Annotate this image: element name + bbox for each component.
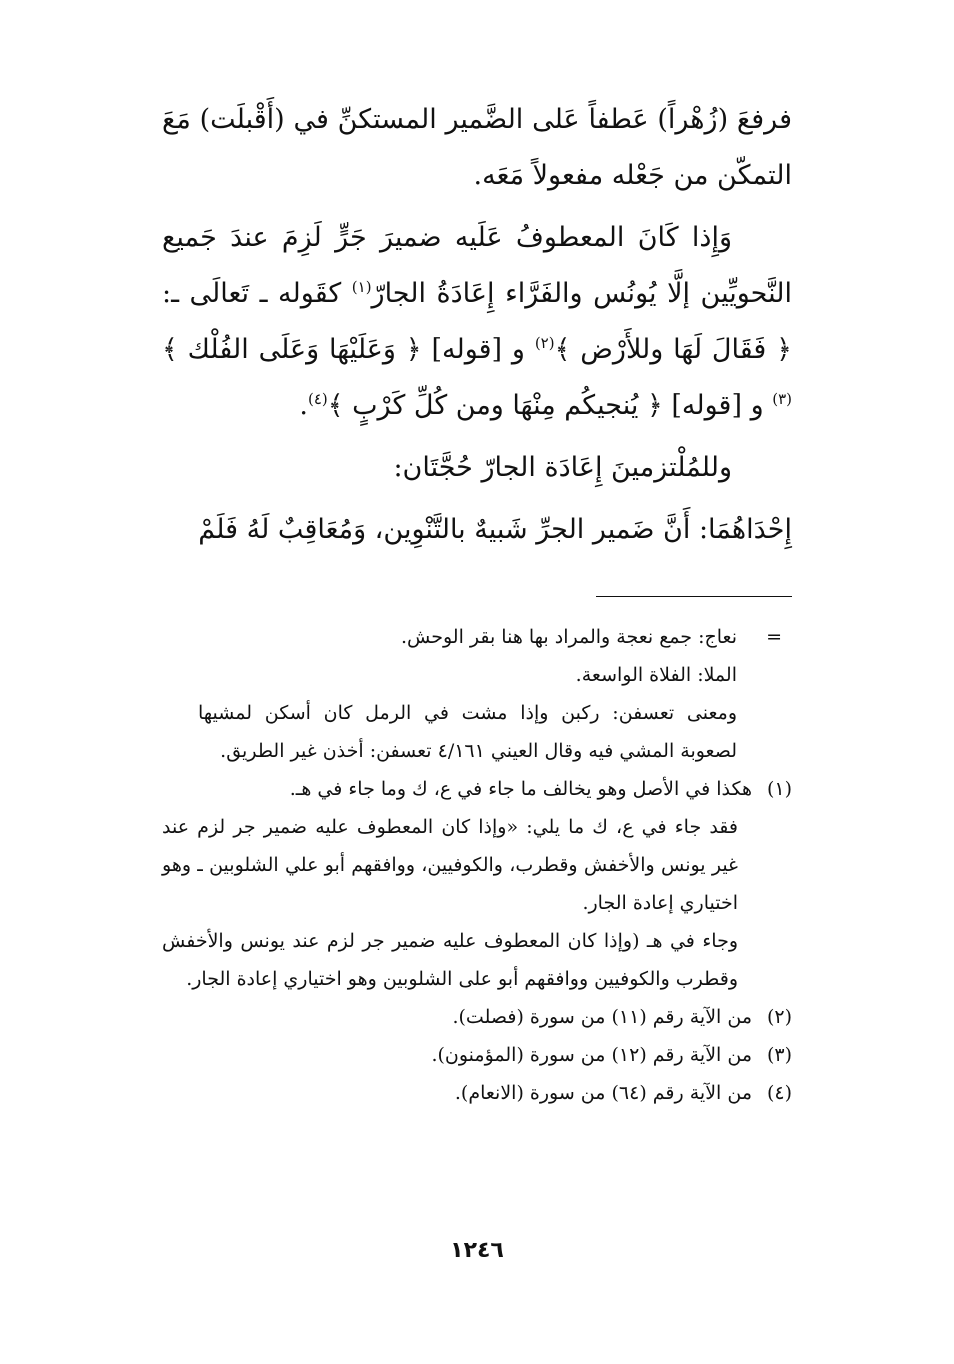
footnote-1-sub-2: وجاء في هـ (وإذا كان المعطوف عليه ضمير جر لزم عند يونس والأخفش وقطرب والكوفيين ووافقهم أبو على الشلوبين وهو اختياري إعادة الجار. — [162, 930, 738, 990]
paragraph-2-part-a: وَإِذا كَانَ المعطوفُ عَلَيه ضميرَ جَرٍّ لَزِمَ عندَ جَميع النَّحويِّين إلَّا يُونُس والفَرَّاء إِعَادَةُ الجارّ — [162, 222, 792, 309]
footnote-2 — [162, 998, 792, 1036]
continuation-line-1: نعاج: جمع نعجة والمراد بها هنا بقر الوحش. — [400, 626, 737, 648]
footnote-3-number: (٣) — [766, 1044, 792, 1066]
footnote-2-text: من الآية رقم (١١) من سورة (فصلت). — [452, 1006, 752, 1028]
footnote-ref-4[interactable]: (٤) — [307, 390, 328, 408]
footnote-1-number: (١) — [766, 778, 792, 800]
footnote-1-sub-1: فقد جاء في ع، ك ما يلي: «وإذا كان المعطوف عليه ضمير جر لزم عند غير يونس والأخفش وقطرب، والكوفيين، ووافقهم أبو علي الشلوبين ـ وهو اختياري إعادة الجار. — [162, 816, 738, 914]
paragraph-2-part-b: كقَوله ـ تَعالَى ـ: ﴿ فَقَالَ لَهَا وللأَرْض ﴾ — [162, 278, 792, 365]
footnote-separator — [596, 596, 792, 597]
paragraph-2-part-d: و [قوله] ﴿ يُنجيكُم مِنْهَا ومن كُلِّ كَرْبٍ ﴾ — [327, 390, 773, 421]
main-text — [162, 92, 792, 558]
footnotes — [162, 618, 792, 1112]
continuation-line-2: الملا: الفلاة الواسعة. — [575, 664, 737, 686]
footnote-ref-3[interactable]: (٣) — [772, 390, 792, 408]
continuation-line-3: ومعنى تعسفن: ركبن وإذا مشت في الرمل كان أسكن لمشيها لصعوبة المشي فيه وقال العيني ٤/١٦١ تعسفن: أخذن غير الطريق. — [198, 702, 737, 762]
footnote-3 — [162, 1036, 792, 1074]
footnote-4-number: (٤) — [766, 1082, 792, 1104]
footnote-3-text: من الآية رقم (١٢) من سورة (المؤمنون). — [431, 1044, 752, 1066]
footnote-4-text: من الآية رقم (٦٤) من سورة (الانعام). — [454, 1082, 752, 1104]
footnote-4 — [162, 1074, 792, 1112]
footnote-2-number: (٢) — [766, 1006, 792, 1028]
footnote-1-text: هكذا في الأصل وهو يخالف ما جاء في ع، ك وما جاء في هـ. — [289, 778, 752, 800]
footnote-1 — [162, 770, 792, 998]
paragraph-4: إِحْدَاهُمَا: أَنَّ ضَمير الجرِّ شَبيهٌ بالتَّنْوِين، وَمُعَاقِبٌ لَهُ فَلَمْ — [198, 514, 792, 545]
footnote-ref-1[interactable]: (١) — [351, 278, 372, 296]
paragraph-2 — [162, 210, 792, 434]
paragraph-3: وللمُلْتزمينَ إِعَادَة الجارّ حُجَّتَان: — [393, 452, 732, 483]
footnote-ref-2[interactable]: (٢) — [534, 334, 555, 352]
paragraph-1: فرفعَ (زُهْراً) عَطفاً عَلى الضَّمير المستكنِّ في (أَقْبلَت) مَعَ التمكّن من جَعْله مفعولاً مَعَه. — [162, 104, 792, 191]
footnote-continuation — [162, 618, 792, 770]
paragraph-2-part-c: و [قوله] ﴿ وَعَلَيْهَا وَعَلَى الفُلْك ﴾ — [162, 334, 535, 365]
continuation-marker: = — [766, 626, 782, 648]
paragraph-2-part-e: . — [299, 390, 308, 421]
page-number: ١٢٤٦ — [450, 1238, 504, 1263]
